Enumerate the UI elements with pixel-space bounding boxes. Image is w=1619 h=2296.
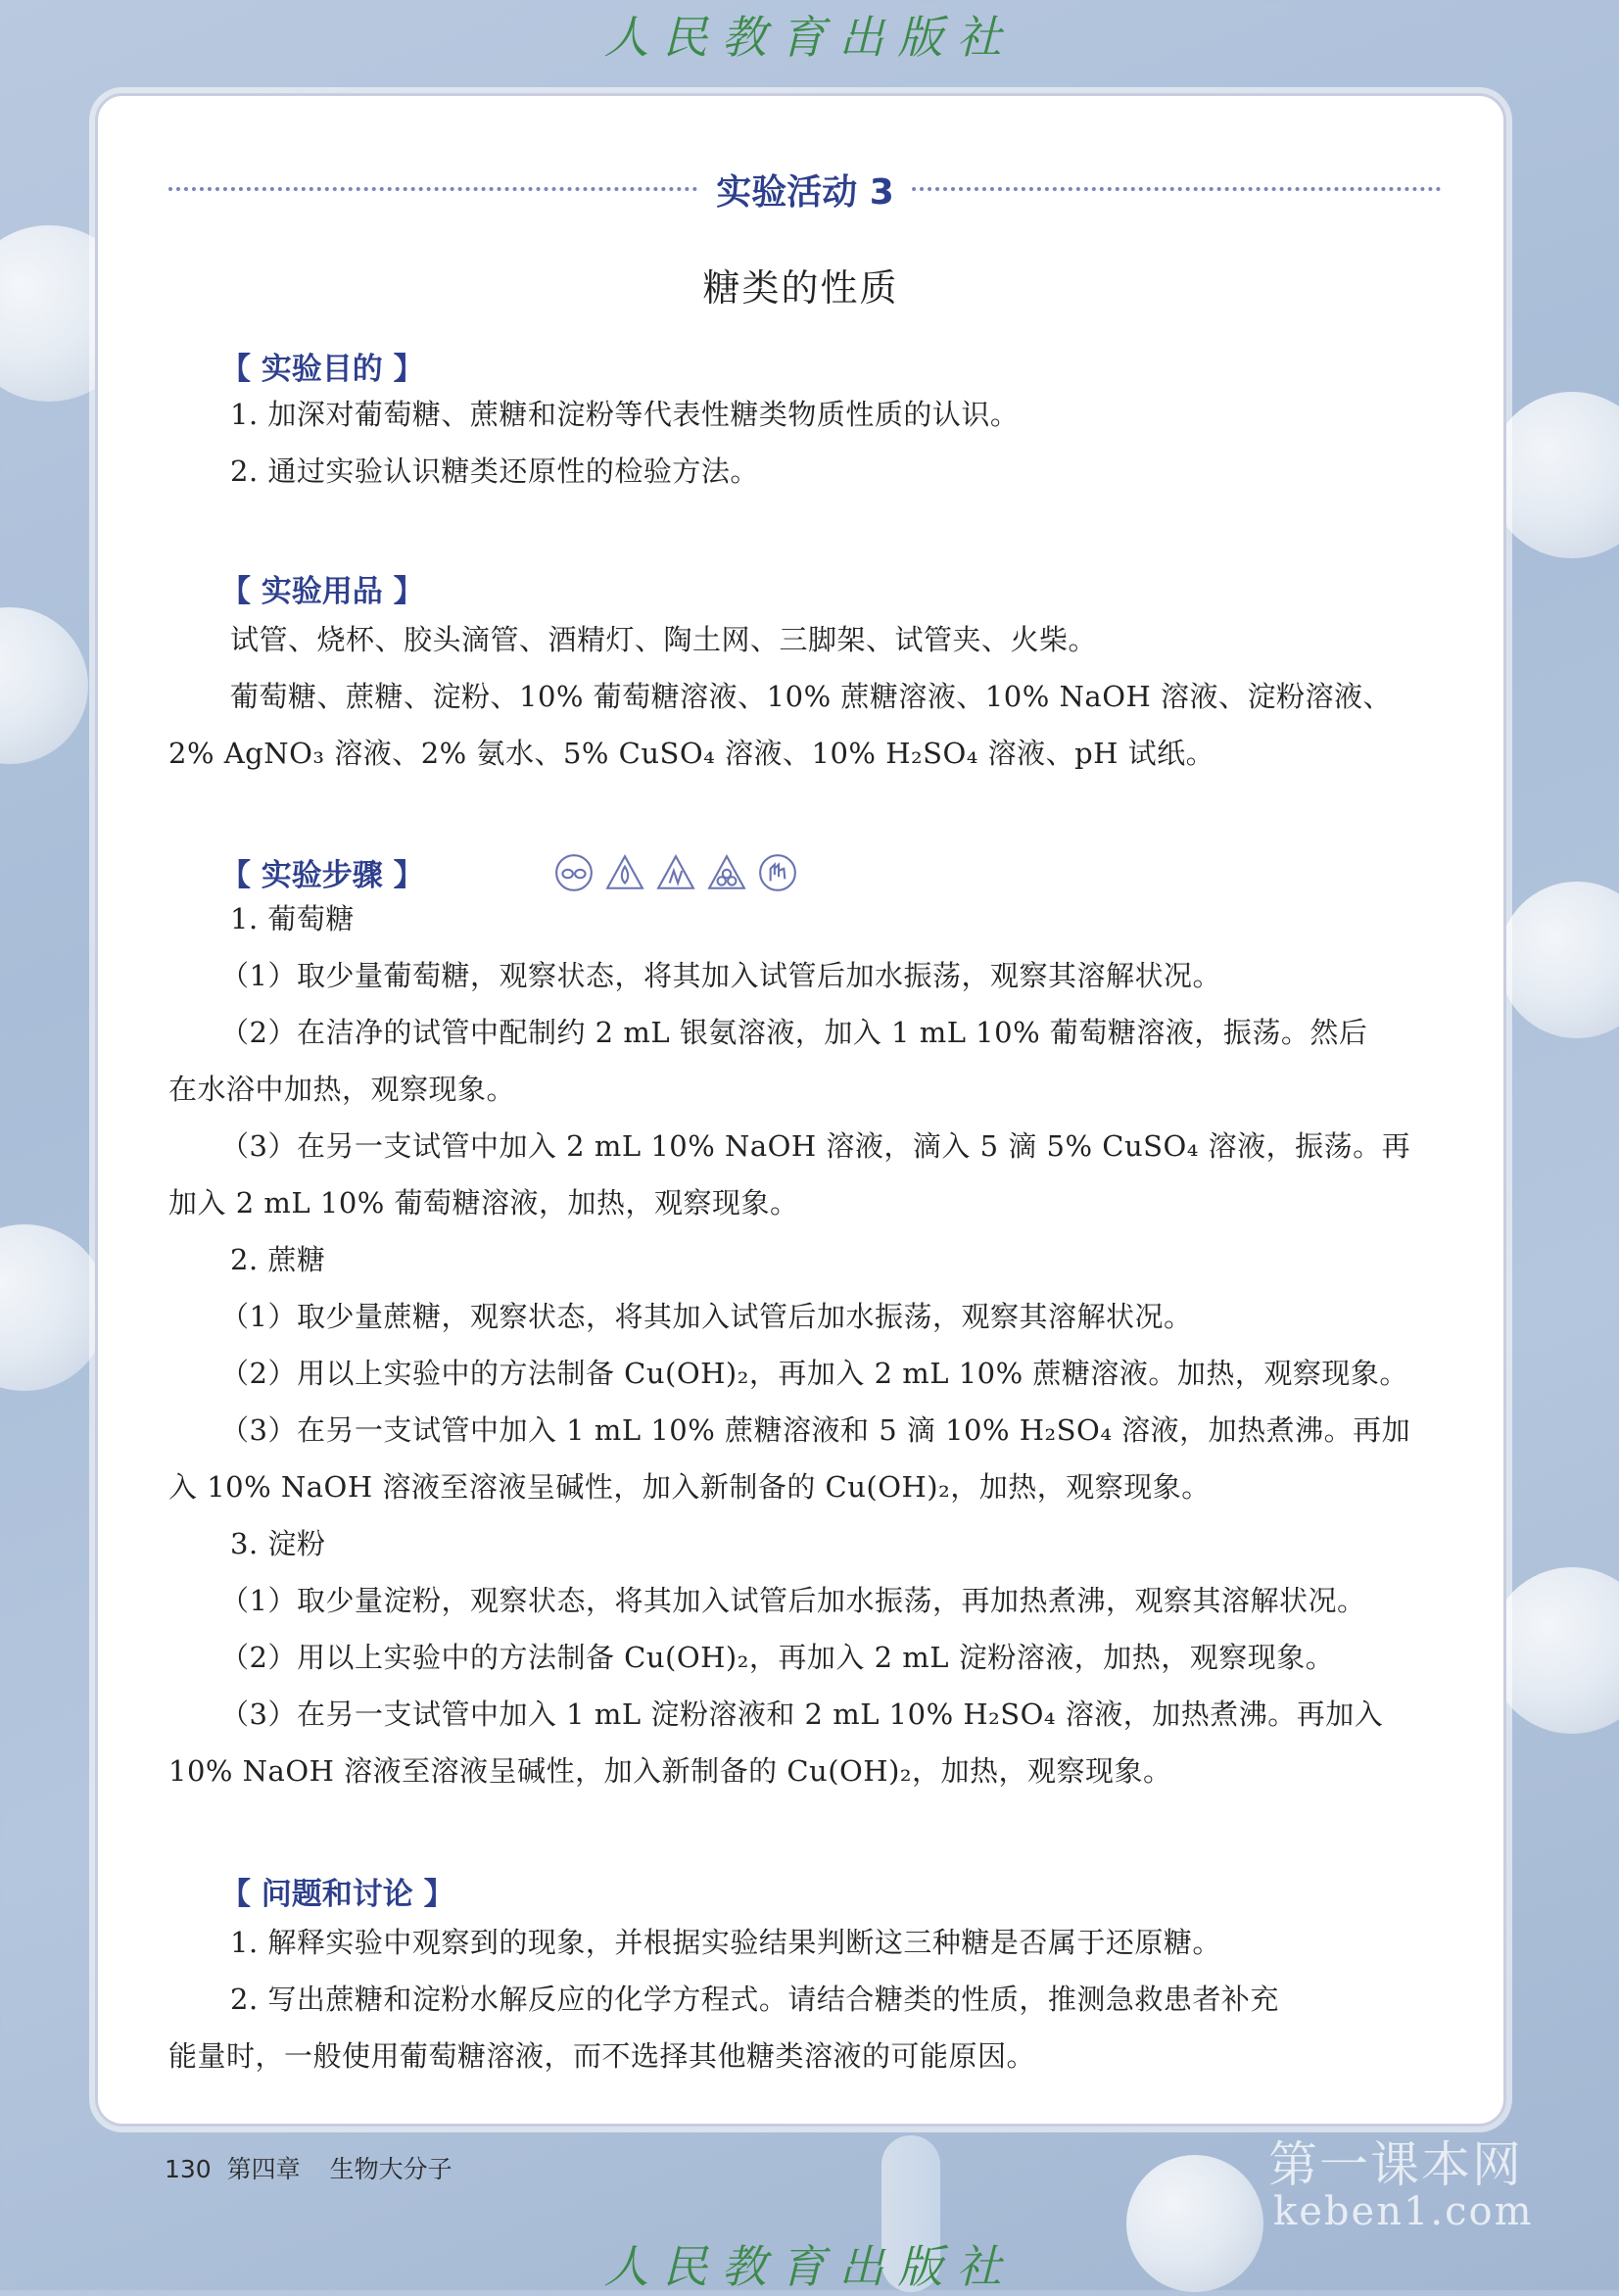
chapter-title: 生物大分子 — [329, 2155, 452, 2183]
text-line: 能量时，一般使用葡萄糖溶液，而不选择其他糖类溶液的可能原因。 — [168, 2039, 1036, 2073]
watermark-cn: 第一课本网 — [1268, 2136, 1523, 2193]
chapter-label: 第四章 — [226, 2155, 301, 2183]
page-number: 130 — [165, 2155, 212, 2183]
text-line: 试管、烧杯、胶头滴管、酒精灯、陶土网、三脚架、试管夹、火柴。 — [230, 623, 1098, 656]
page-title: 糖类的性质 — [702, 266, 899, 310]
ventilation-warning-icon — [706, 852, 747, 893]
background-sphere — [1489, 392, 1619, 558]
background-sphere — [0, 1224, 108, 1391]
text-line: 葡萄糖、蔗糖、淀粉、10% 葡萄糖溶液、10% 蔗糖溶液、10% NaOH 溶液、淀粉溶液、 — [230, 680, 1392, 713]
text-line: 在水浴中加热，观察现象。 — [168, 1073, 516, 1106]
background-sphere — [1489, 1567, 1619, 1734]
text-line: （3）在另一支试管中加入 1 mL 10% 蔗糖溶液和 5 滴 10% H₂SO₄ 溶液，加热煮沸。再加 — [220, 1413, 1411, 1447]
text-line: 10% NaOH 溶液至溶液呈碱性，加入新制备的 Cu(OH)₂，加热，观察现象。 — [168, 1754, 1172, 1788]
section-heading-steps — [220, 850, 424, 894]
activity-header — [168, 165, 1442, 214]
text-line: （3）在另一支试管中加入 1 mL 淀粉溶液和 2 mL 10% H₂SO₄ 溶液，加热煮沸。再加入 — [220, 1698, 1384, 1731]
content-card — [95, 93, 1506, 2127]
publisher-mark-bottom: 人民教育出版社 — [603, 2240, 1016, 2293]
text-line: （1）取少量淀粉，观察状态，将其加入试管后加水振荡，再加热煮沸，观察其溶解状况。 — [220, 1584, 1366, 1617]
text-line: 2. 蔗糖 — [230, 1243, 326, 1276]
page-footer — [165, 2150, 452, 2185]
wash-hands-icon — [757, 852, 798, 893]
text-line: 1. 加深对葡萄糖、蔗糖和淀粉等代表性糖类物质性质的认识。 — [230, 398, 1020, 431]
section-heading-discussion: 【 问题和讨论 】 — [220, 1877, 454, 1912]
goggles-icon — [553, 852, 595, 893]
safety-icons — [553, 852, 798, 893]
text-line: （2）在洁净的试管中配制约 2 mL 银氨溶液，加入 1 mL 10% 葡萄糖溶液，振荡。然后 — [220, 1016, 1368, 1049]
text-line: （2）用以上实验中的方法制备 Cu(OH)₂，再加入 2 mL 10% 蔗糖溶液。加热，观察现象。 — [220, 1357, 1408, 1390]
hot-surface-warning-icon — [655, 852, 696, 893]
background-sphere — [1499, 882, 1619, 1038]
background-sphere — [0, 607, 88, 764]
text-line: （2）用以上实验中的方法制备 Cu(OH)₂，再加入 2 mL 淀粉溶液，加热，观察现象。 — [220, 1641, 1335, 1674]
text-line: 3. 淀粉 — [230, 1527, 326, 1560]
text-line: 2% AgNO₃ 溶液、2% 氨水、5% CuSO₄ 溶液、10% H₂SO₄ 溶液、pH 试纸。 — [168, 737, 1215, 770]
text-line: 1. 解释实验中观察到的现象，并根据实验结果判断这三种糖是否属于还原糖。 — [230, 1926, 1221, 1959]
text-line: 1. 葡萄糖 — [230, 902, 355, 935]
section-heading-materials: 【 实验用品 】 — [220, 574, 424, 609]
text-line: （1）取少量葡萄糖，观察状态，将其加入试管后加水振荡，观察其溶解状况。 — [220, 959, 1221, 992]
text-line: 2. 通过实验认识糖类还原性的检验方法。 — [230, 454, 759, 488]
section-heading-purpose: 【 实验目的 】 — [220, 352, 424, 387]
text-line: （3）在另一支试管中加入 2 mL 10% NaOH 溶液，滴入 5 滴 5% CuSO₄ 溶液，振荡。再 — [220, 1129, 1411, 1163]
heating-warning-icon — [604, 852, 645, 893]
text-line: （1）取少量蔗糖，观察状态，将其加入试管后加水振荡，观察其溶解状况。 — [220, 1300, 1193, 1333]
watermark-url: keben1.com — [1273, 2189, 1534, 2234]
text-line: 2. 写出蔗糖和淀粉水解反应的化学方程式。请结合糖类的性质，推测急救患者补充 — [230, 1983, 1279, 2016]
steps-heading-label: 【 实验步骤 】 — [220, 858, 424, 893]
activity-title: 实验活动 3 — [698, 172, 912, 213]
text-line: 加入 2 mL 10% 葡萄糖溶液，加热，观察现象。 — [168, 1186, 799, 1220]
publisher-mark-top: 人民教育出版社 — [603, 11, 1016, 64]
text-line: 入 10% NaOH 溶液至溶液呈碱性，加入新制备的 Cu(OH)₂，加热，观察现象。 — [168, 1470, 1211, 1504]
